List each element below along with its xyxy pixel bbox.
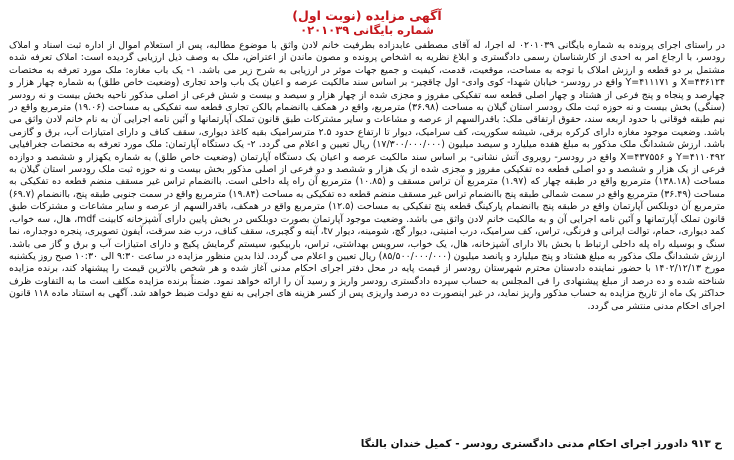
notice-body: در راستای اجرای پرونده به شماره بایگانی ۰۲۰۱۰۳۹ له اجرا، له آقای مصطفی عابدزاده بطرفیت خانم لادن واثق با موضوع مطالبه، پس از استعلام اموال از اداره ثبت اسناد و املاک رودسر، با ارجاع امر به احدی از کارشناسان رسمی دادگستری و ابلاغ نظریه به اشخاص پرونده و مصون ماندن از اعتراض، ملک به وصف ذیل ارزیابی گردیده است: املاک تعرفه شده مشتمل بر دو قطعه و ارزش املاک با توجه به مساحت، موقعیت، قدمت، کیفیت و جمیع جهات موثر در ارزیابی به شرح زیر می باشد. ۱- یک باب مغازه: ملک مورد تعرفه به مختصات ۴۳۶۱۲۴=X و ۴۱۱۱۷۱=Y واقع در رودسر- خیابان شهدا- کوی وادی- اول چاقچیر- بر اساس سند مالکیت عرصه و اعیان یک باب واحد تجاری (وضعیت خاص طلق) به شماره چهار هزار و چهارصد و پنجاه و پنج فرعی از هشتاد و چهار اصلی قطعه سه تفکیکی مفروز و مجزی شده از چهار هزار و سیصد و بیست و شش فرعی از اصلی مذکور ناحیه بخش بیست و نه رودسر (سنگی) بخش بیست و نه حوزه ثبت ملک رودسر استان گیلان به مساحت (۳۶.۹۸) مترمربع، واقع در همکف باانضمام بالکن تجاری قطعه سه تفکیکی به مساحت (۱۹.۰۶) مترمربع واقع در نیم طبقه فوقانی با حدود اربعه سند، حقوق ارتفاقی ملک: باقدرالسهم از عرصه و مشاعات و سایر مشترکات طبق قانون تملک آپارتمانها و آئین نامه اجرایی آن به نام خانم لادن واثق می باشد. وضعیت موجود مغازه دارای کرکره برقی، شیشه سکوریت، کف سرامیک، دیوار تا ارتفاع حدود ۲.۵ مترسرامیک بقیه کاغذ دیواری، سقف کناف و دارای امتیازات آب، برق و گازمی باشد. ارزش ششدانگ ملک مذکور به مبلغ هفده میلیارد و سیصد میلیون (۱۷/۳۰۰/۰۰۰/۰۰۰) ریال تعیین و اعلام می گردد. ۲- یک دستگاه آپارتمان: ملک مورد تعرفه به مختصات جغرافیایی ۴۱۱۰۴۹۲=Y و ۴۳۷۵۵۶=X واقع در رودسر- رویروی آتش نشانی- بر اساس سند مالکیت عرصه و اعیان یک دستگاه آپارتمان (وضعیت خاص طلق) به شماره یکهزار و ششصد و دوازده فرعی از یک هزار و ششصد و دو اصلی قطعه ده تفکیکی مفروز و مجزی شده از یک هزار و ششصد و دو فرعی از اصلی مذکور بخش بیست و نه حوزه ثبت ملک رودسر استان گیلان به مساحت (۱۳۸.۱۸) مترمربع واقع در طبقه چهار که (۱.۹۷) مترمربع آن تراس مسقف و (۱۰.۸۵) مترمربع آن راه پله داخلی است. باانضمام تراس غیر مسقف منضم قطعه ده تفکیکی به مساحت (۳۶.۴۹) مترمربع واقع در سمت شمالی طبقه پنج باانضمام تراس غیر مسقف منضم قطعه ده تفکیکی به مساحت (۱۹.۸۴) مترمربع واقع در سمت جنوبی طبقه پنج، باانضمام (۶۹.۷) مترمربع آن دوبلکس آپارتمان واقع در طبقه پنج باانضمام پارکینگ قطعه پنج تفکیکی به مساحت (۱۲.۵) مترمربع واقع در همکف، باقدرالسهم از عرصه و سایر مشاعات و مشترکات طبق قانون تملک آپارتمانها و آئین نامه اجرایی آن و به مالکیت خانم لادن واثق می باشد. وضعیت موجود آپارتمان بصورت دوبلکس در بخش پایین دارای آشپزخانه کابینت mdf، هال، سه خواب، کمد دیواری، حمام، توالت ایرانی و فرنگی، تراس، کف سرامیک، درب امنیتی، دیوار گچ، شومینه، دیوار tv، آینه و گچبری، سقف کناف، درب ضد سرقت، آیفون تصویری، پنجره دوجداره، نما سنگ و بوسیله راه پله داخلی ارتباط با بخش بالا دارای آشپزخانه، هال، یک خواب، سرویس بهداشتی، تراس، باربیکیو، سیستم گرمایش پکیج و دارای امتیازات آب و برق و گاز می باشد. ارزش ششدانگ ملک مذکور به مبلغ هشتاد و پنج میلیارد و پانصد میلیون (۸۵/۵۰۰/۰۰۰/۰۰۰) ریال تعیین و اعلام می گردد. لذا بدین منظور مزایده در ساعت ۹:۳۰ الی ۱۰:۳۰ صبح روز یکشنبه مورخ ۱۴۰۲/۱۲/۱۳ با حضور نماینده دادستان محترم شهرستان رودسر از قیمت پایه در محل دفتر اجرای احکام مدنی آغاز شده و هر شخص بالاترین قیمت را پیشنهاد کند، برنده مزایده شناخته شده و ده درصد از مبلغ پیشنهادی را فی المجلس به حساب سپرده دادگستری رودسر واریز و رسید آن را ارائه خواهد نمود. ضمناً برنده مزایده مکلف است ما به التفاوت ظرف حداکثر یک ماه از تاریخ مزایده به حساب مذکور واریز نماید، در غیر اینصورت ده درصد واریزی پس از کسر هزینه های اجرایی به نفع دولت ضبط خواهد شد. آگهی به استناد ماده ۱۱۸ قانون اجرای احکام مدنی منتشر می گردد. bbox=[9, 40, 726, 312]
archive-number: شماره بایگانی ۰۲۰۱۰۳۹ bbox=[300, 23, 434, 37]
signature-line: ح ۹۱۳ دادورز اجرای احکام مدنی دادگستری رودسر - کمیل خندان بالنگا bbox=[360, 438, 722, 450]
notice-title: آگهی مزایده (نوبت اول) bbox=[292, 8, 442, 23]
notice-header bbox=[9, 8, 725, 37]
